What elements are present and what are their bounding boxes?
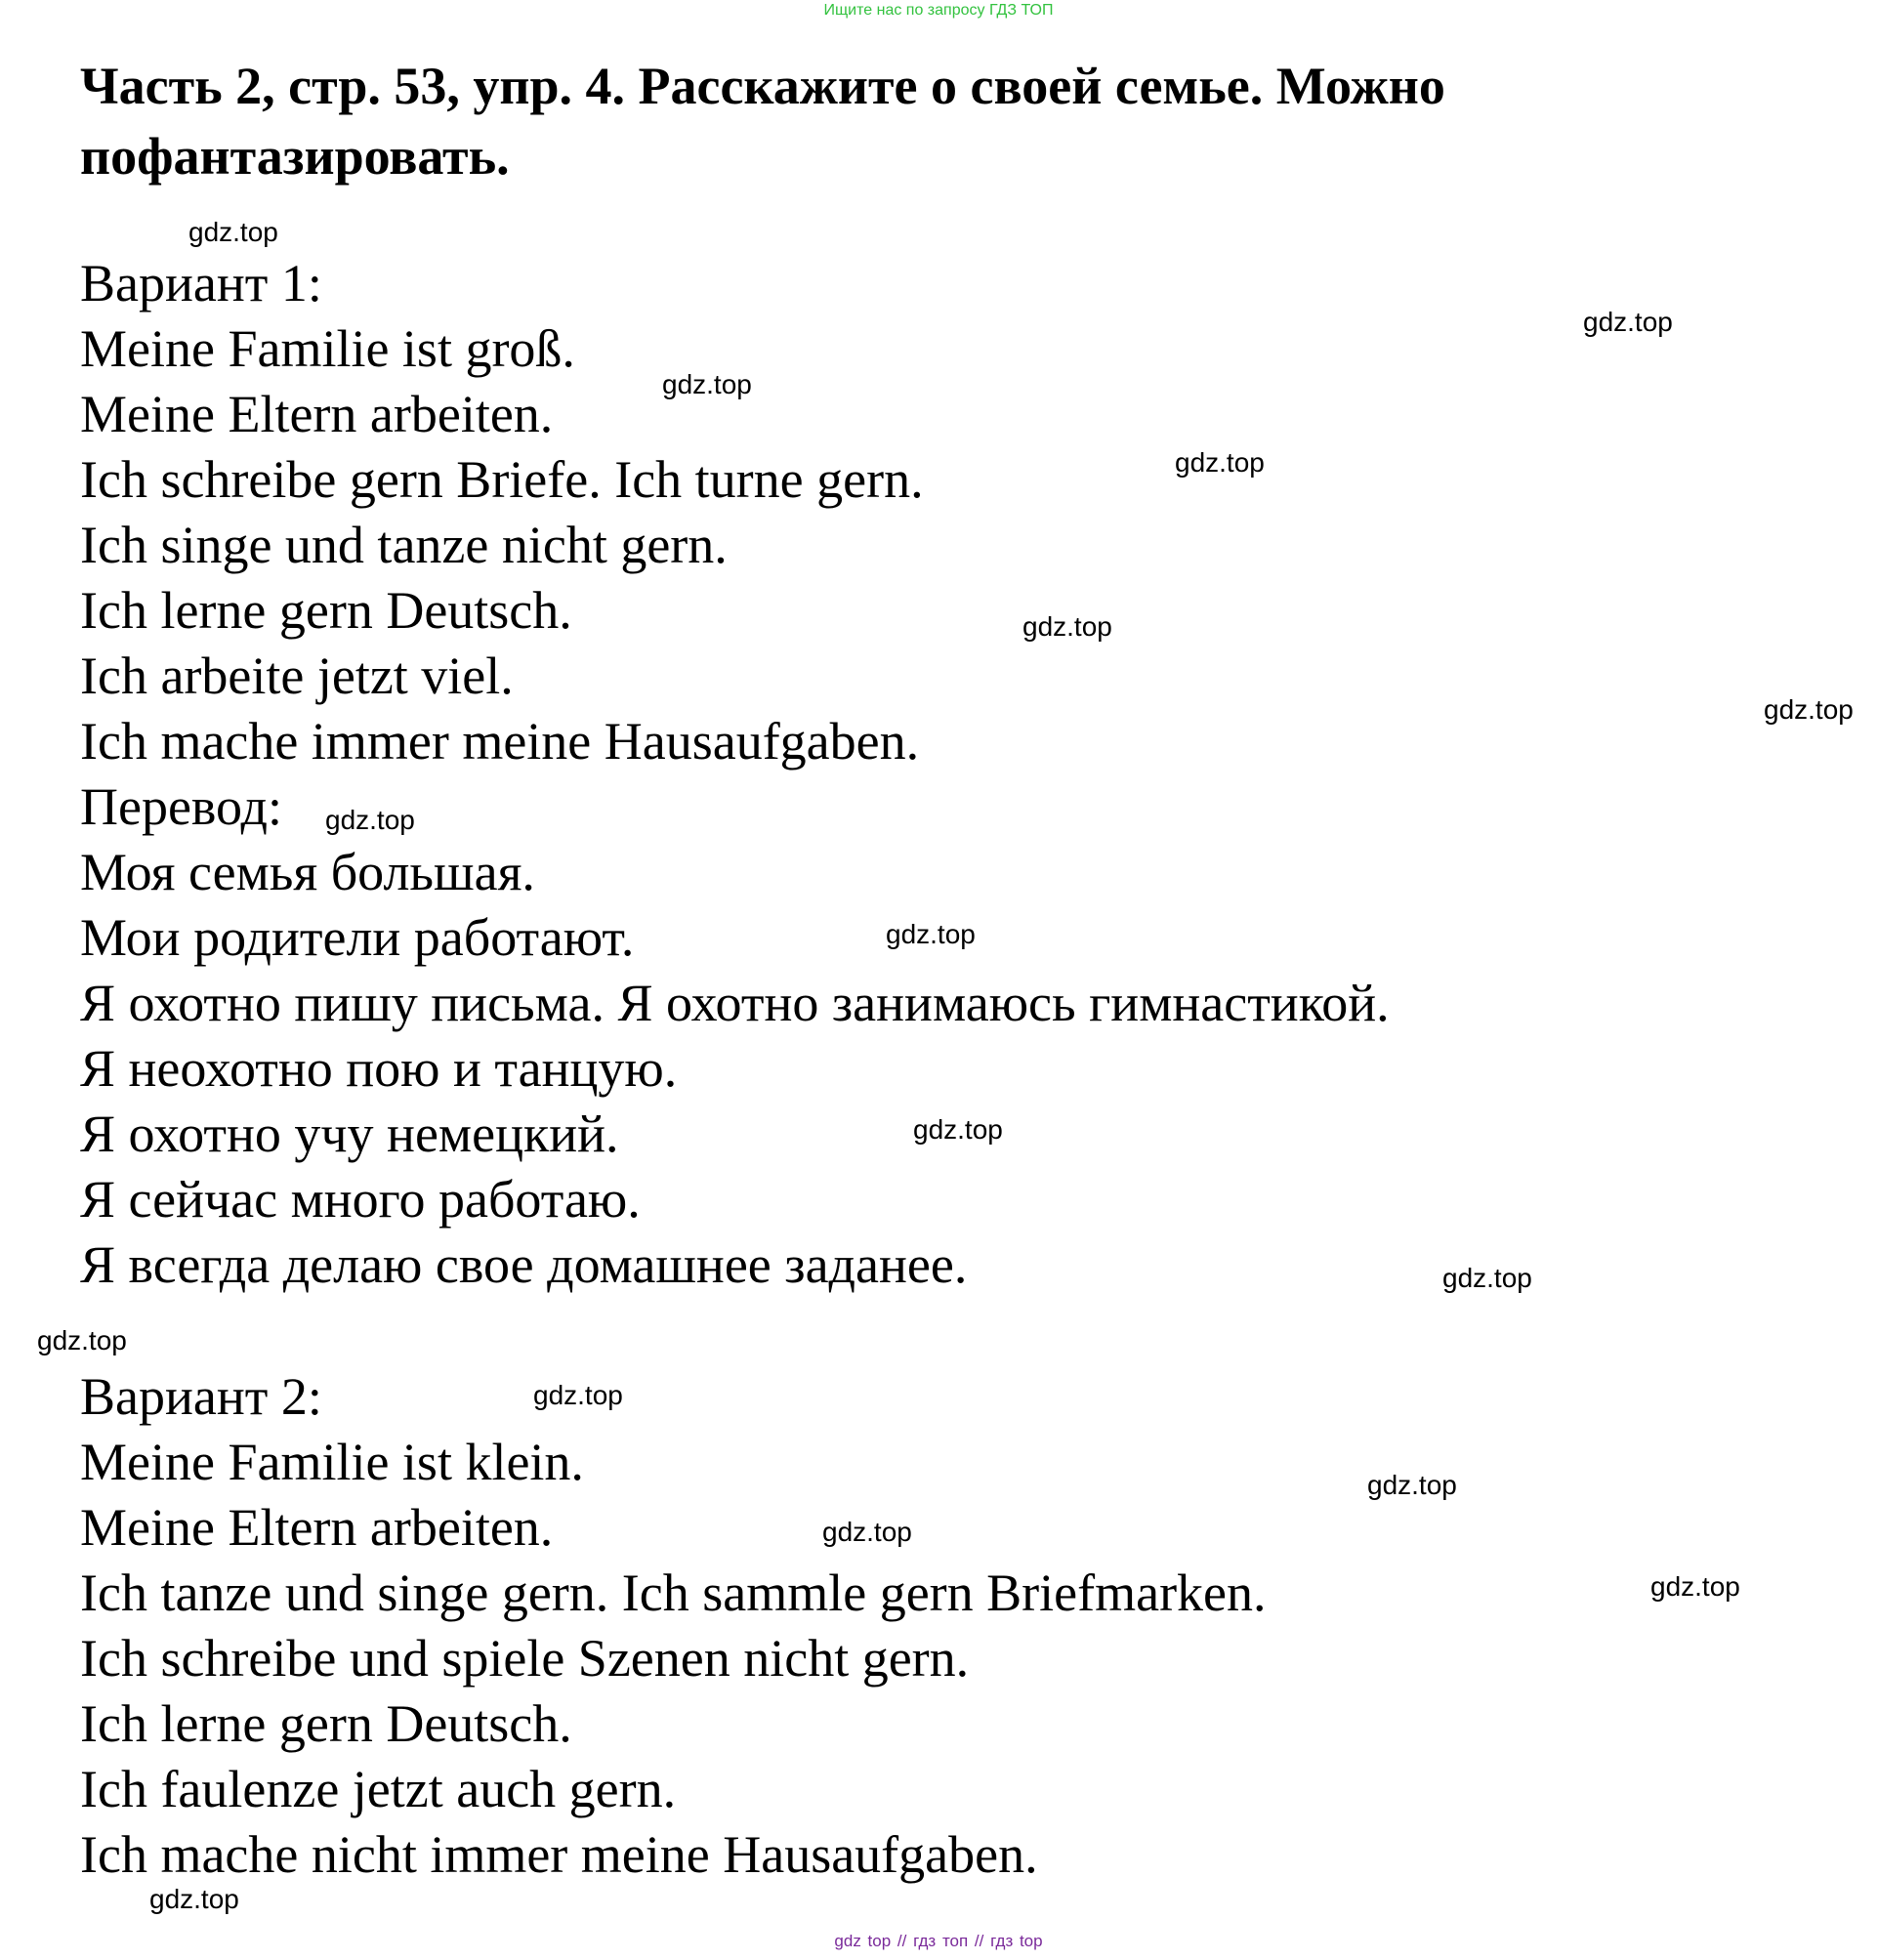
watermark: gdz.top <box>822 1517 912 1547</box>
translation-line: Мои родители работают. <box>80 908 635 967</box>
variant2-line: Ich faulenze jetzt auch gern. <box>80 1760 677 1818</box>
watermark: gdz.top <box>913 1114 1003 1145</box>
watermark: gdz.top <box>149 1884 239 1914</box>
watermark: gdz.top <box>533 1380 623 1410</box>
watermark: gdz.top <box>37 1325 127 1355</box>
variant1-heading: Вариант 1: <box>80 254 322 313</box>
translation-line: Я неохотно пою и танцую. <box>80 1039 678 1098</box>
watermark: gdz.top <box>1175 447 1265 478</box>
watermark: gdz.top <box>662 369 752 399</box>
variant1-line: Ich schreibe gern Briefe. Ich turne gern. <box>80 450 924 509</box>
variant2-line: Meine Familie ist klein. <box>80 1433 584 1491</box>
watermark: gdz.top <box>1650 1571 1740 1602</box>
watermark: gdz.top <box>1583 307 1673 337</box>
variant2-line: Ich tanze und singe gern. Ich sammle gern Briefmarken. <box>80 1564 1267 1622</box>
watermark: gdz.top <box>1367 1470 1457 1500</box>
variant2-line: Ich lerne gern Deutsch. <box>80 1694 572 1753</box>
watermark: gdz.top <box>1442 1263 1532 1293</box>
variant1-line: Ich lerne gern Deutsch. <box>80 581 572 640</box>
translation-line: Я охотно пишу письма. Я охотно занимаюсь гимнастикой. <box>80 974 1390 1032</box>
watermark: gdz.top <box>188 217 278 247</box>
translation-heading: Перевод: <box>80 777 282 836</box>
page-title: Часть 2, стр. 53, упр. 4. Расскажите о своей семье. Можно пофантазировать. <box>80 57 1445 186</box>
watermark: gdz.top <box>325 805 415 835</box>
variant1-line: Ich singe und tanze nicht gern. <box>80 516 728 574</box>
variant2-line: Ich schreibe und spiele Szenen nicht gern. <box>80 1629 970 1688</box>
variant2-line: Meine Eltern arbeiten. <box>80 1498 554 1557</box>
variant1-line: Ich arbeite jetzt viel. <box>80 646 514 705</box>
translation-line: Моя семья большая. <box>80 843 535 901</box>
watermark: gdz.top <box>886 919 976 949</box>
translation-line: Я сейчас много работаю. <box>80 1170 641 1229</box>
translation-line: Я охотно учу немецкий. <box>80 1105 619 1163</box>
watermark: gdz.top <box>1764 694 1854 725</box>
variant1-line: Meine Familie ist groß. <box>80 319 575 378</box>
translation-line: Я всегда делаю свое домашнее заданее. <box>80 1235 968 1294</box>
top-banner: Ищите нас по запросу ГДЗ ТОП <box>823 2 1054 19</box>
variant2-heading: Вариант 2: <box>80 1367 322 1426</box>
footer: gdz top // гдз топ // гдз top <box>834 1932 1043 1950</box>
variant1-line: Ich mache immer meine Hausaufgaben. <box>80 712 920 771</box>
watermark: gdz.top <box>1022 611 1112 642</box>
variant1-line: Meine Eltern arbeiten. <box>80 385 554 443</box>
variant2-line: Ich mache nicht immer meine Hausaufgaben. <box>80 1825 1038 1884</box>
